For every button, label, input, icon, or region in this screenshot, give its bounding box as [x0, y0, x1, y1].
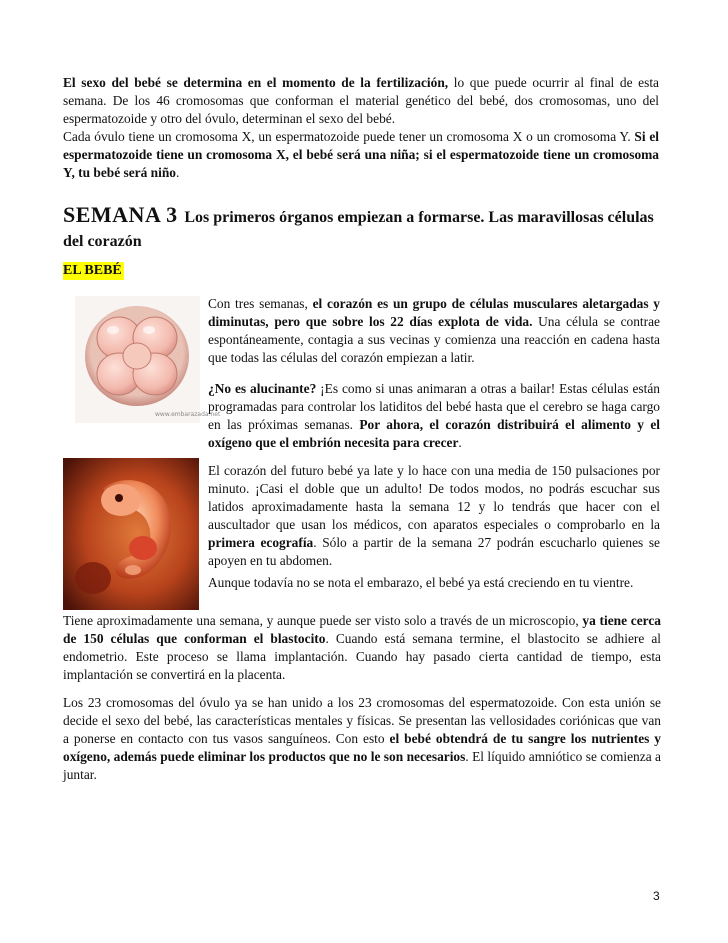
paragraph-heartbeat [208, 462, 660, 570]
page-number: 3 [653, 889, 660, 903]
cell-cluster-image [75, 296, 221, 423]
p3-text-1: El corazón del futuro bebé ya late y lo hace con una media de 150 pulsaciones por minuto. ¡Casi el doble que un adulto! De todos modos, no podrás escuchar sus latidos aproximadamente hasta la semana 12 y lo tendrás que hacer con el auscultador que usan los médicos, con aparatos especiales o comprobarlo en la [208, 463, 660, 532]
image-watermark: www.embarazada.net [155, 411, 221, 418]
intro-paragraph [63, 74, 659, 182]
paragraph-growing: Aunque todavía no se nota el embarazo, el bebé ya está creciendo en tu vientre. [208, 575, 634, 590]
p3-text-2: . Sólo a partir de la semana 27 podrán escucharlo quienes se apoyen en tu abdomen. [208, 535, 660, 568]
p2-bold-2: Por ahora, el corazón distribuirá el alimento y el oxígeno que el embrión necesita para crecer [208, 417, 660, 450]
p5-bold-1: ya tiene cerca de 150 células que conforman el blastocito [63, 613, 661, 646]
p6-text-2: . El líquido amniótico se comienza a juntar. [63, 749, 661, 782]
embryo-illustration [63, 458, 199, 610]
p2-text-1: ¡Es como si unas animaran a otras a bailar! Estas células están programadas para controlar los latiditos del bebé hasta que el cerebro se haga cargo en las próximas semanas. [208, 381, 660, 432]
paragraph-amazing [208, 380, 660, 452]
p1-text-2: Una célula se contrae espontáneamente, contagia a sus vecinas y comienza una reacción en cadena hasta que todas las células del corazón empiezan a latir. [208, 314, 660, 365]
intro-text-2: Cada óvulo tiene un cromosoma X, un espermatozoide puede tener un cromosoma X o un cromosoma Y. [63, 129, 635, 144]
cell-cluster-illustration [75, 296, 221, 423]
embryo-image [63, 458, 199, 610]
p2-bold-1: ¿No es alucinante? [208, 381, 317, 396]
p5-text-2: . Cuando está semana termine, el blastocito se adhiere al endometrio. Este proceso se llama implantación. Cuando hay pasado cierta cantidad de tiempo, esta implantación se convertirá en la placenta. [63, 631, 662, 682]
p6-bold-1: el bebé obtendrá de tu sangre los nutrientes y oxígeno, además puede eliminar los productos que no le son necesarios [63, 731, 661, 764]
week-heading [63, 203, 659, 254]
week-subtitle: Los primeros órganos empiezan a formarse. Las maravillosas células del corazón [63, 209, 654, 250]
intro-bold-1: El sexo del bebé se determina en el momento de la fertilización, [63, 75, 449, 90]
paragraph-chromosomes [63, 694, 661, 784]
intro-text-3: . [175, 165, 180, 180]
paragraph-heart-cells [208, 295, 660, 367]
intro-bold-2: Si el espermatozoide tiene un cromosoma X, el bebé será una niña; si el espermatozoide tiene un cromosoma Y, tu bebé será niño [63, 129, 659, 180]
p3-bold-1: primera ecografía [208, 535, 314, 550]
p5-text-1: Tiene aproximadamente una semana, y aunque puede ser visto solo a través de un microscopio, [63, 613, 583, 628]
p6-text-1: Los 23 cromosomas del óvulo ya se han unido a los 23 cromosomas del espermatozoide. Con esta unión se decide el sexo del bebé, las características mentales y físicas. Se presentan las vellosidades coriónicas que van a ponerse en contacto con tus vasos sanguíneos. Con esto [63, 695, 661, 746]
p1-text-1: Con tres semanas, [208, 296, 313, 311]
intro-text-1: lo que puede ocurrir al final de esta semana. De los 46 cromosomas que conforman el material genético del bebé, dos cromosomas, uno del espermatozoide y otro del óvulo, determinan el sexo del bebé. [63, 75, 659, 126]
paragraph-blastocyst [63, 612, 661, 684]
p2-text-2: . [458, 435, 462, 450]
section-label-bebe: EL BEBÉ [63, 263, 122, 278]
week-title: SEMANA 3 [63, 202, 178, 227]
p1-bold-1: el corazón es un grupo de células musculares aletargadas y diminutas, pero que sobre los 22 días explota de vida. [208, 296, 660, 329]
